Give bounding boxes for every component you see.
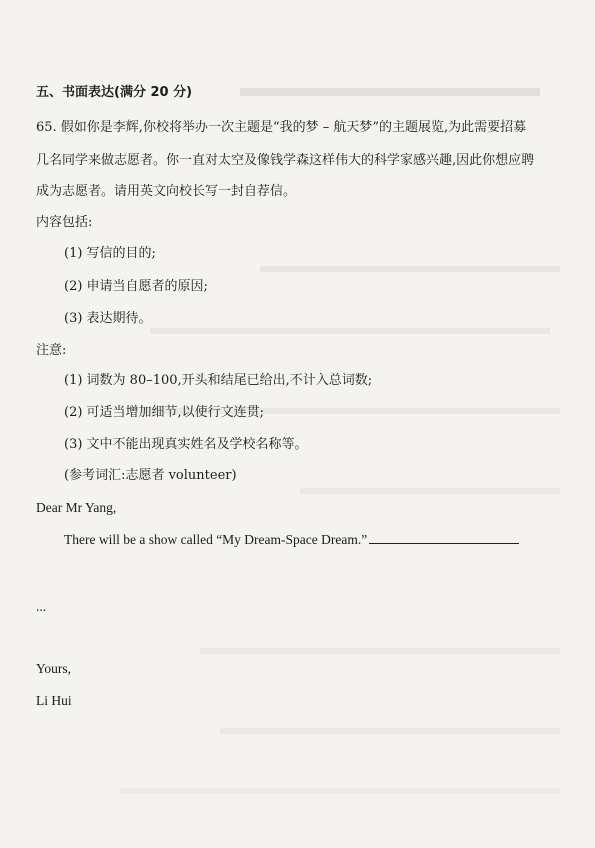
letter-closing: Yours, — [36, 661, 72, 676]
content-item: (3) 表达期待。 — [64, 311, 152, 326]
content-item: (2) 申请当自愿者的原因; — [64, 279, 208, 294]
section-heading: 五、书面表达(满分 20 分) — [36, 85, 193, 100]
letter-greeting: Dear Mr Yang, — [36, 500, 117, 515]
content-label: 内容包括: — [36, 215, 93, 230]
answer-blank[interactable] — [369, 531, 519, 544]
notes-label: 注意: — [36, 343, 67, 358]
note-item: (2) 可适当增加细节,以使行文连贯; — [64, 405, 265, 420]
letter-signature: Li Hui — [36, 693, 72, 708]
letter-opening: There will be a show called “My Dream-Space Dream.” — [64, 532, 368, 547]
question-line: 几名同学来做志愿者。你一直对太空及像钱学森这样伟大的科学家感兴趣,因此你想应聘 — [36, 153, 535, 168]
content-item: (1) 写信的目的; — [64, 246, 156, 261]
note-item: (3) 文中不能出现真实姓名及学校名称等。 — [64, 437, 308, 452]
vocab-hint: (参考词汇:志愿者 volunteer) — [64, 468, 237, 483]
letter-opening-line — [64, 531, 519, 549]
question-line: 成为志愿者。请用英文向校长写一封自荐信。 — [36, 184, 297, 199]
note-item: (1) 词数为 80–100,开头和结尾已给出,不计入总词数; — [64, 373, 373, 388]
question-line: 65. 假如你是李辉,你校将举办一次主题是“我的梦 – 航天梦”的主题展览,为此需要招募 — [36, 120, 527, 135]
letter-ellipsis: ... — [36, 599, 47, 614]
